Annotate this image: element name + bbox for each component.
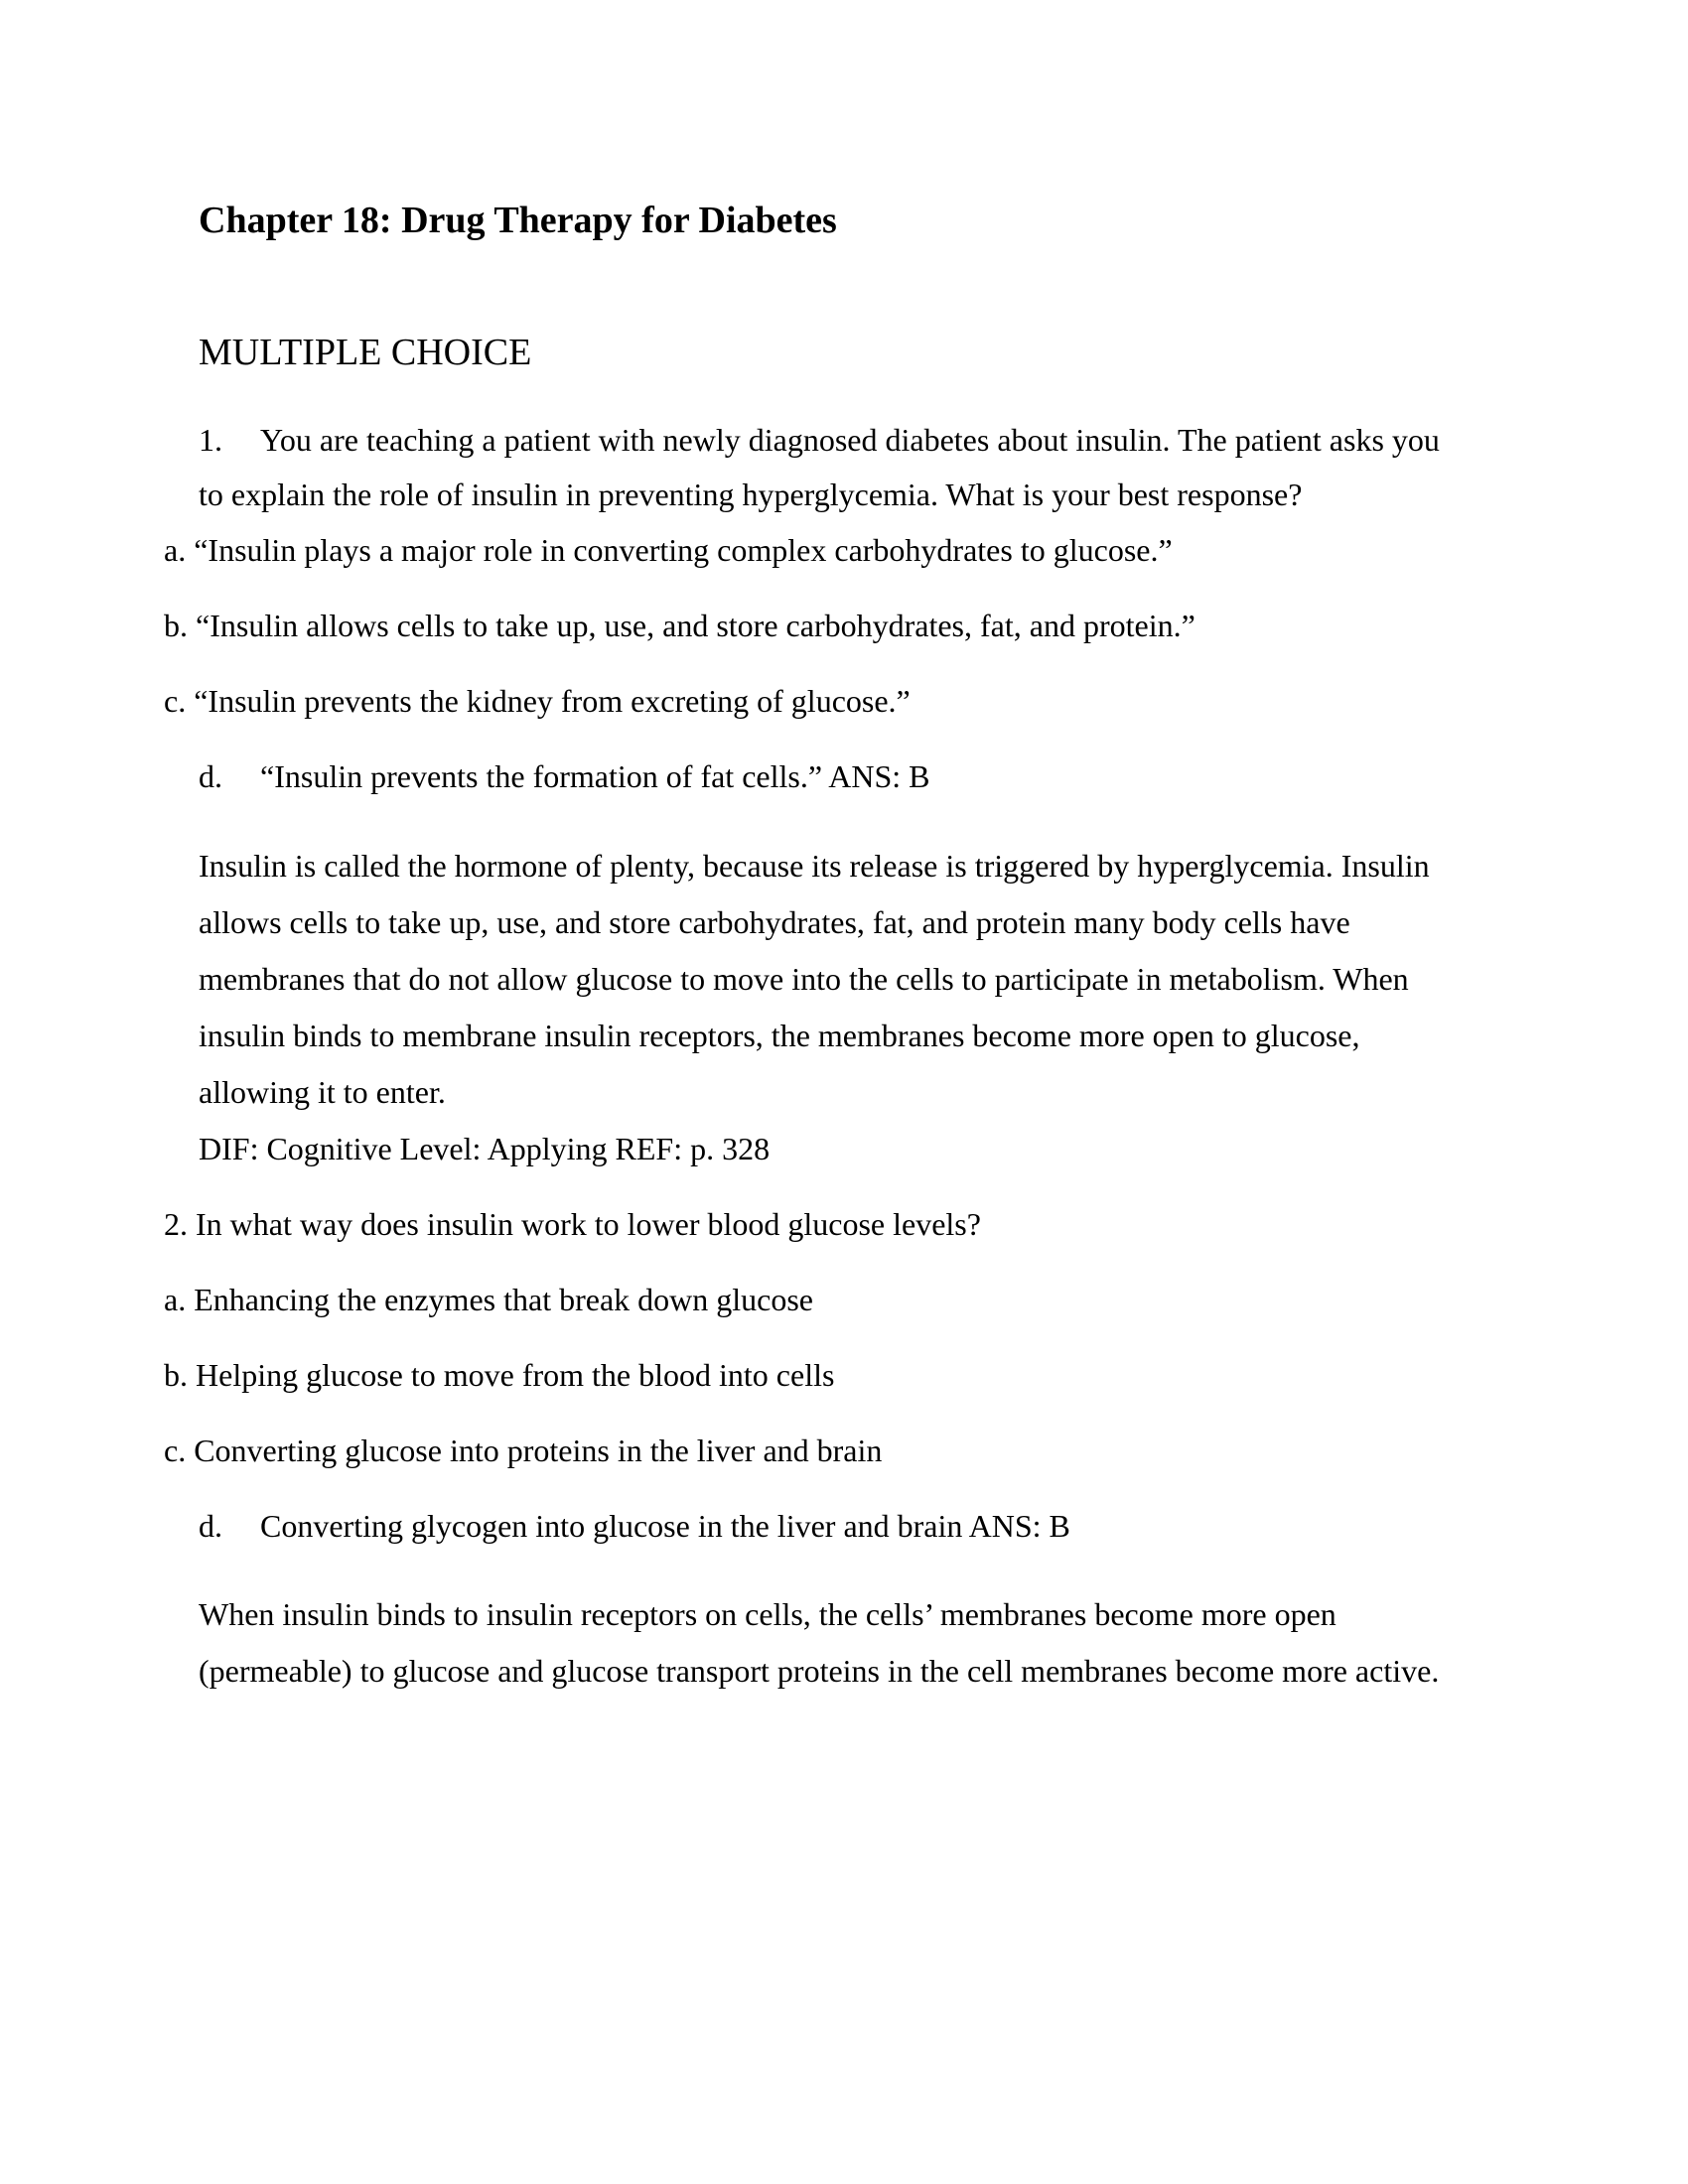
question-number: 1. xyxy=(199,422,222,458)
answer-option-d-letter: d. xyxy=(199,1508,222,1544)
option-letter: a. xyxy=(164,532,187,568)
answer-option-b xyxy=(164,1355,834,1395)
option-letter: c. xyxy=(164,1433,187,1468)
question-meta: DIF: Cognitive Level: Applying REF: p. 328 xyxy=(199,1131,771,1166)
answer-option-a xyxy=(164,1280,813,1319)
section-title: MULTIPLE CHOICE xyxy=(199,332,532,373)
option-text: Converting glucose into proteins in the liver and brain xyxy=(194,1433,883,1468)
answer-option-d-text: Converting glycogen into glucose in the liver and brain ANS: B xyxy=(260,1508,1070,1544)
answer-option-c xyxy=(164,1431,882,1470)
answer-option-b xyxy=(164,606,1196,645)
option-text: Enhancing the enzymes that break down glucose xyxy=(194,1282,813,1317)
option-text: “Insulin plays a major role in converting complex carbohydrates to glucose.” xyxy=(194,532,1173,568)
question-stem: You are teaching a patient with newly diagnosed diabetes about insulin. The patient asks you xyxy=(260,422,1440,458)
option-text: Helping glucose to move from the blood into cells xyxy=(196,1357,835,1393)
answer-option-d-text: “Insulin prevents the formation of fat cells.” ANS: B xyxy=(260,758,930,794)
answer-option-a xyxy=(164,530,1173,570)
rationale-line: allowing it to enter. xyxy=(199,1074,446,1110)
answer-option-c xyxy=(164,681,911,721)
option-letter: b. xyxy=(164,1357,188,1393)
question-stem: to explain the role of insulin in preventing hyperglycemia. What is your best response? xyxy=(199,477,1303,512)
rationale-line: insulin binds to membrane insulin receptors, the membranes become more open to glucose, xyxy=(199,1018,1360,1053)
question-number: 2. xyxy=(164,1206,188,1242)
option-text: “Insulin allows cells to take up, use, and store carbohydrates, fat, and protein.” xyxy=(196,608,1196,643)
rationale-line: membranes that do not allow glucose to move into the cells to participate in metabolism. When xyxy=(199,961,1409,997)
rationale-line: (permeable) to glucose and glucose transport proteins in the cell membranes become more active. xyxy=(199,1653,1440,1689)
option-letter: c. xyxy=(164,683,187,719)
option-letter: a. xyxy=(164,1282,187,1317)
chapter-title: Chapter 18: Drug Therapy for Diabetes xyxy=(199,200,837,241)
question-stem: 2. In what way does insulin work to lower blood glucose levels? xyxy=(164,1206,981,1242)
answer-option-d-letter: d. xyxy=(199,758,222,794)
rationale-line: When insulin binds to insulin receptors on cells, the cells’ membranes become more open xyxy=(199,1596,1336,1632)
rationale-line: allows cells to take up, use, and store carbohydrates, fat, and protein many body cells have xyxy=(199,904,1350,940)
option-letter: b. xyxy=(164,608,188,643)
rationale-line: Insulin is called the hormone of plenty, because its release is triggered by hyperglycemia. Insulin xyxy=(199,848,1430,884)
option-text: “Insulin prevents the kidney from excreting of glucose.” xyxy=(194,683,911,719)
